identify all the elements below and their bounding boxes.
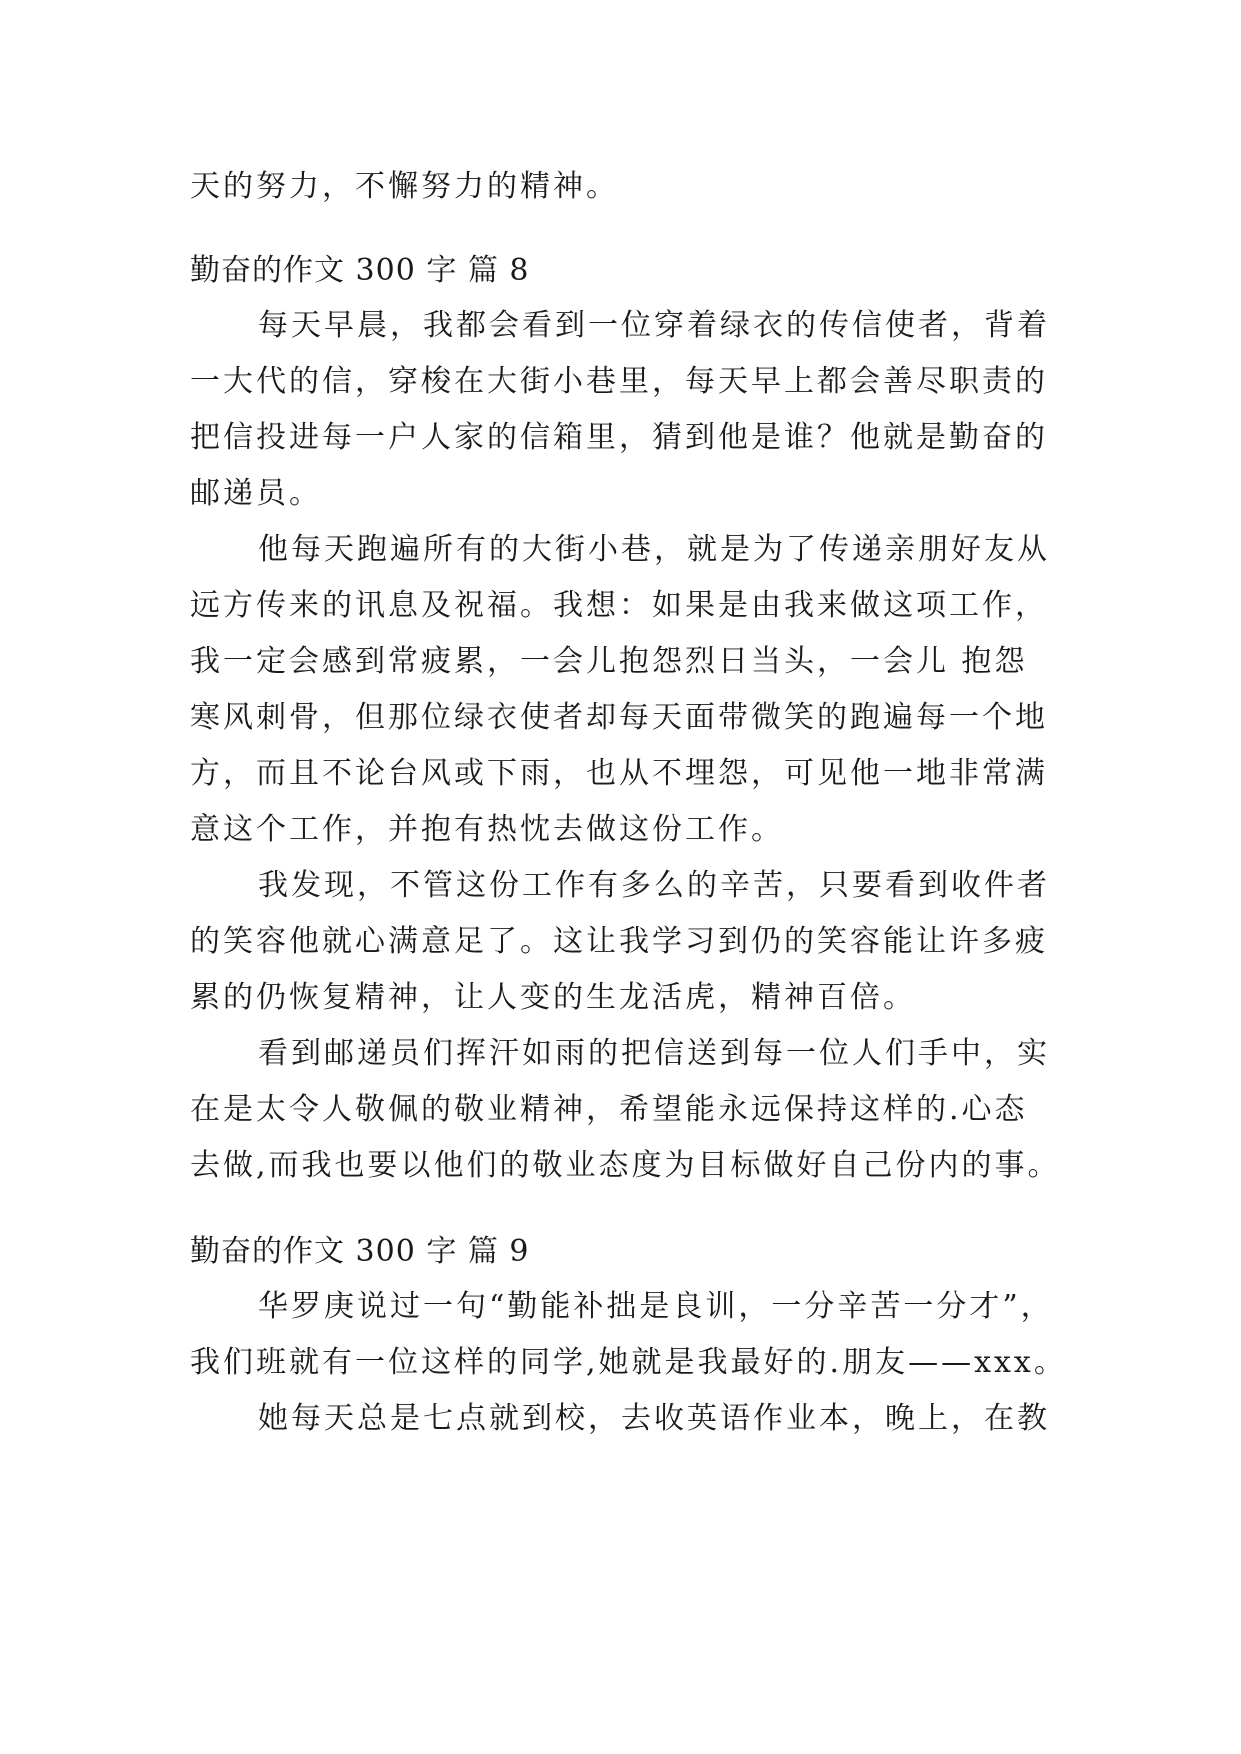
text-line: 华罗庚说过一句“勤能补拙是良训，一分辛苦一分才”， xyxy=(258,1289,1054,1324)
text-line: 把信投进每一户人家的信箱里，猜到他是谁？他就是勤奋的 xyxy=(190,420,1048,455)
text-line: 天的努力，不懈努力的精神。 xyxy=(190,169,619,204)
text-line: 一大代的信，穿梭在大街小巷里，每天早上都会善尽职责的 xyxy=(190,364,1048,399)
text-line: 累的仍恢复精神，让人变的生龙活虎，精神百倍。 xyxy=(190,980,916,1015)
text-line: 寒风刺骨，但那位绿衣使者却每天面带微笑的跑遍每一个地 xyxy=(190,700,1048,735)
text-line: 的笑容他就心满意足了。这让我学习到仍的笑容能让许多疲 xyxy=(190,924,1048,959)
text-line: 意这个工作，并抱有热忱去做这份工作。 xyxy=(190,812,784,847)
text-line: 我们班就有一位这样的同学,她就是我最好的.朋友——xxx。 xyxy=(190,1345,1067,1380)
text-line: 在是太令人敬佩的敬业精神，希望能永远保持这样的.心态 xyxy=(190,1092,1028,1127)
section-heading: 勤奋的作文 300 字 篇 9 xyxy=(190,1234,530,1269)
text-line: 看到邮递员们挥汗如雨的把信送到每一位人们手中，实 xyxy=(258,1036,1050,1071)
text-line: 她每天总是七点就到校，去收英语作业本，晚上，在教 xyxy=(258,1401,1050,1436)
text-line: 我发现，不管这份工作有多么的辛苦，只要看到收件者 xyxy=(258,868,1050,903)
text-line: 方，而且不论台风或下雨，也从不埋怨，可见他一地非常满 xyxy=(190,756,1048,791)
text-line: 邮递员。 xyxy=(190,476,322,511)
text-line: 他每天跑遍所有的大街小巷，就是为了传递亲朋好友从 xyxy=(258,532,1050,567)
text-line: 去做,而我也要以他们的敬业态度为目标做好自己份内的事。 xyxy=(190,1148,1061,1183)
section-heading: 勤奋的作文 300 字 篇 8 xyxy=(190,253,530,288)
text-line: 每天早晨，我都会看到一位穿着绿衣的传信使者，背着 xyxy=(258,308,1050,343)
text-line: 远方传来的讯息及祝福。我想：如果是由我来做这项工作， xyxy=(190,588,1048,623)
text-line: 我一定会感到常疲累，一会儿抱怨烈日当头，一会儿 抱怨 xyxy=(190,644,1028,679)
